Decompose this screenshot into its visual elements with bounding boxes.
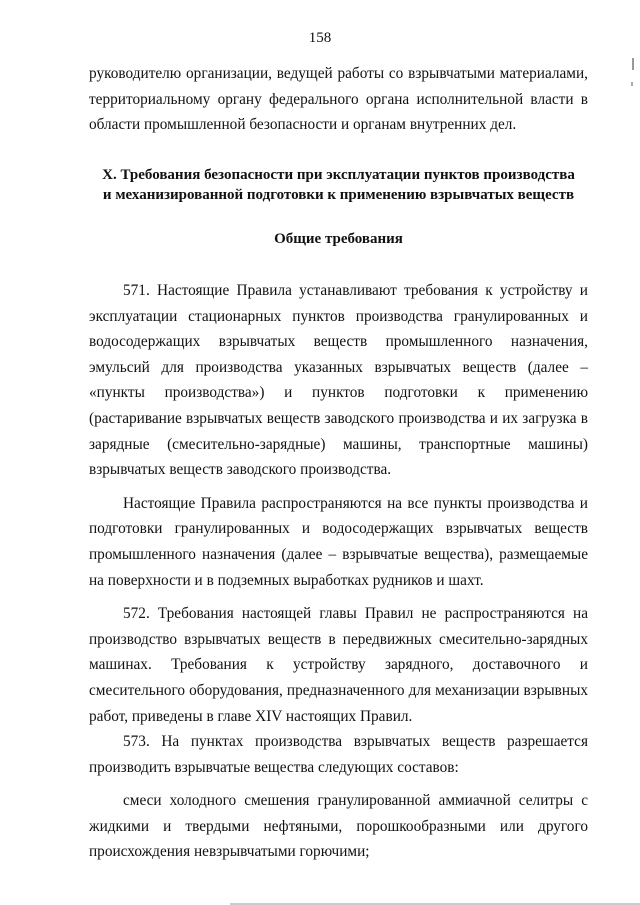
page-number: 158 xyxy=(308,30,332,46)
paragraph-scope: Настоящие Правила распространяются на все пункты производства и подготовки гранулированных и водосодержащих взрывчатых веществ промышленного назначения (далее – взрывчатые вещества), размещаемые на поверхности и в подземных выработках рудников и шахт. xyxy=(89,494,588,589)
paragraph-572: 572. Требования настоящей главы Правил не распространяются на производство взрывчатых веществ в передвижных смесительно-зарядных машинах. Требования к устройству зарядного, доставочного и смесительного оборудования, предназначенного для механизации взрывных работ, приведены в главе XIV настоящих Правил. xyxy=(89,605,588,725)
body-text xyxy=(89,278,588,865)
section-heading-line: X. Требования безопасности при эксплуатации пунктов производства xyxy=(102,167,575,183)
intro-block xyxy=(89,61,588,138)
sub-heading: Общие требования xyxy=(274,231,403,247)
intro-paragraph: руководителю организации, ведущей работы со взрывчатыми материалами, территориальному органу федерального органа исполнительной власти в области промышленной безопасности и органам внутренних дел. xyxy=(89,65,588,134)
paragraph-mixtures: смеси холодного смешения гранулированной аммиачной селитры с жидкими и твердыми нефтяными, порошкообразными или другого происхождения невзрывчатыми горючими; xyxy=(89,792,588,861)
paragraph-gap xyxy=(89,483,588,491)
paragraph-gap xyxy=(89,780,588,788)
scan-edge-mark xyxy=(631,82,633,86)
paragraph-gap xyxy=(89,593,588,601)
paragraph-573: 573. На пунктах производства взрывчатых веществ разрешается производить взрывчатые вещества следующих составов: xyxy=(89,733,588,776)
scan-edge-mark xyxy=(632,58,634,70)
section-heading xyxy=(89,165,588,205)
section-heading-line: и механизированной подготовки к применению взрывчатых веществ xyxy=(102,187,575,203)
paragraph-571: 571. Настоящие Правила устанавливают требования к устройству и эксплуатации стационарных пунктов производства гранулированных и водосодержащих взрывчатых веществ промышленного назначения, эмульсий для производства указанных взрывчатых веществ (далее – «пункты производства») и пунктов подготовки к применению (растаривание взрывчатых веществ заводского производства и их загрузка в зарядные (смесительно-зарядные) машины, транспортные машины) взрывчатых веществ заводского производства. xyxy=(89,282,588,479)
